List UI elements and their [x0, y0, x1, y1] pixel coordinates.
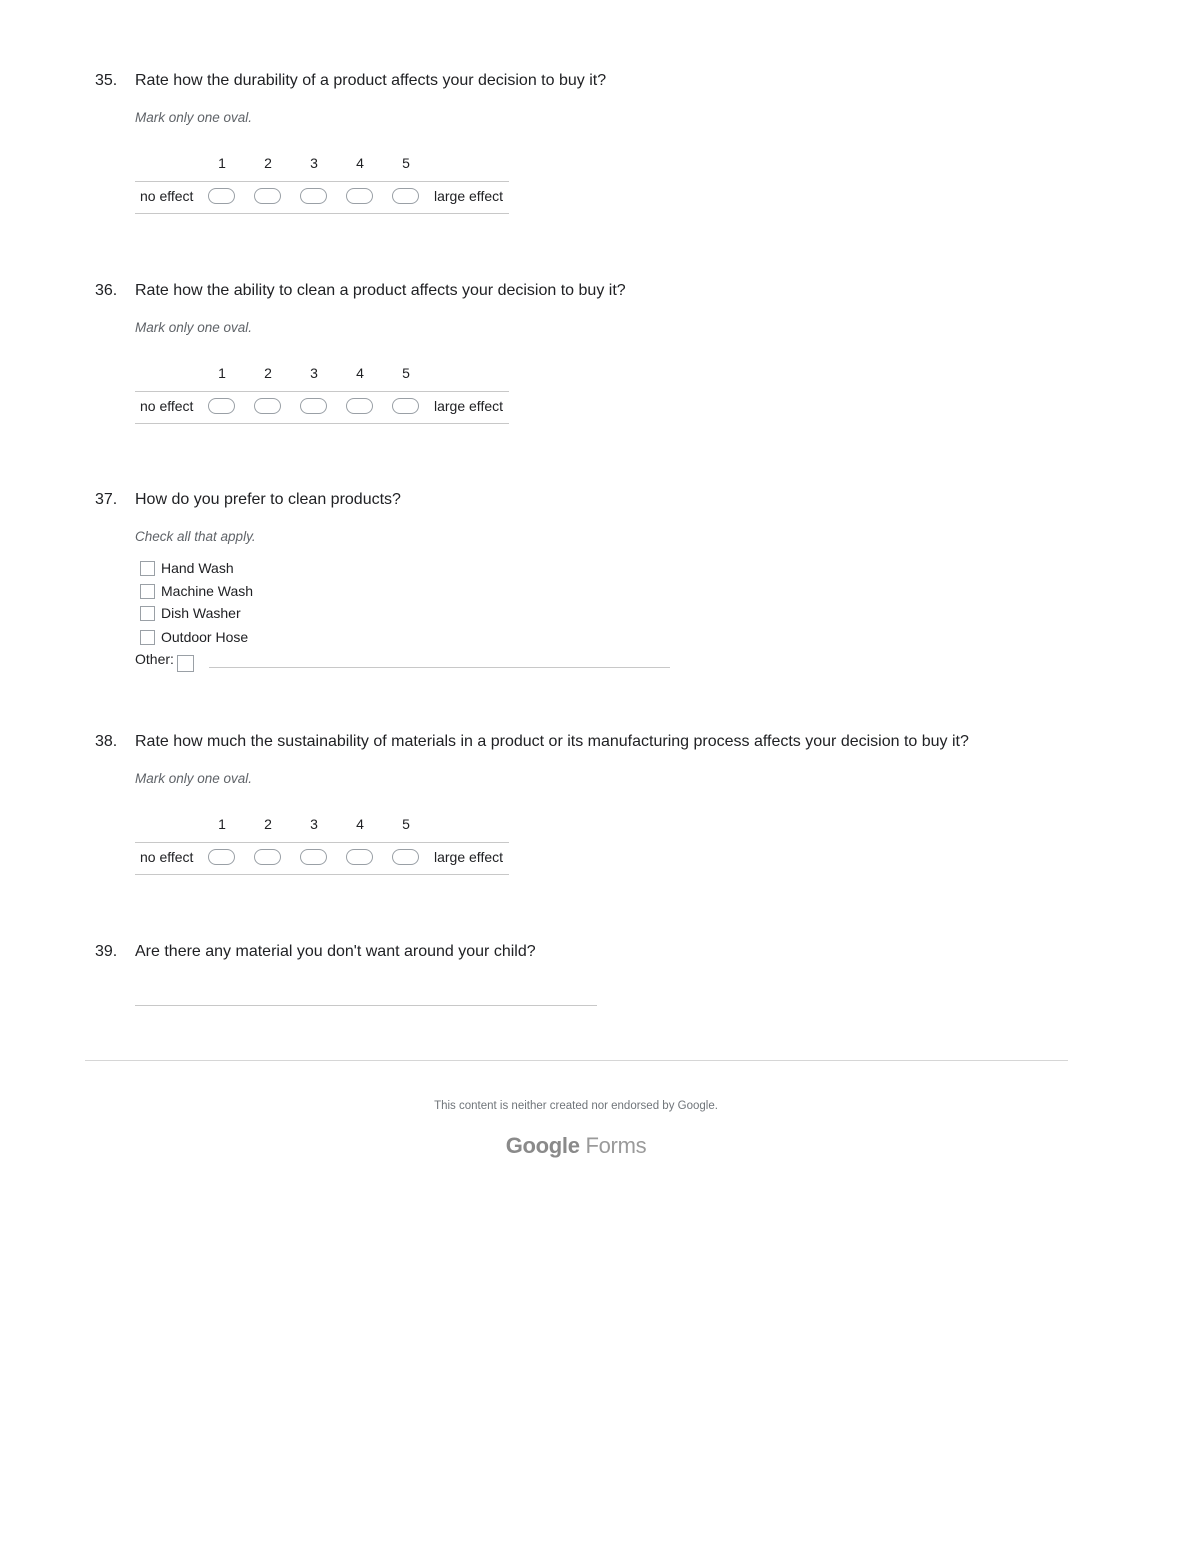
scale-number-5: 5: [402, 816, 410, 832]
scale-oval-2[interactable]: [254, 849, 281, 865]
checkbox-label: Outdoor Hose: [161, 629, 249, 645]
question-title: Are there any material you don't want around your child?: [135, 943, 536, 960]
scale-number-5: 5: [402, 155, 410, 171]
scale-bottom-divider: [135, 423, 509, 424]
logo-google-text: Google: [505, 1133, 580, 1158]
scale-low-label: no effect: [140, 849, 194, 865]
scale-number-4: 4: [356, 816, 364, 832]
question-header: [95, 732, 969, 752]
question-number: 36.: [95, 282, 118, 299]
question-title: Rate how much the sustainability of materials in a product or its manufacturing process affects your decision to buy it?: [135, 733, 969, 750]
question-number: 37.: [95, 491, 118, 508]
scale-high-label: large effect: [434, 849, 504, 865]
scale-oval-5[interactable]: [392, 398, 419, 414]
scale-bottom-divider: [135, 874, 509, 875]
scale-number-1: 1: [218, 365, 226, 381]
scale-number-3: 3: [310, 816, 318, 832]
checkbox-icon[interactable]: [140, 606, 155, 621]
scale-oval-3[interactable]: [300, 398, 327, 414]
scale-low-label: no effect: [140, 398, 194, 414]
linear-scale: [135, 364, 509, 444]
google-forms-logo: [0, 1133, 1152, 1159]
scale-number-1: 1: [218, 155, 226, 171]
scale-oval-5[interactable]: [392, 188, 419, 204]
scale-number-2: 2: [264, 365, 272, 381]
scale-bottom-divider: [135, 213, 509, 214]
footer-disclaimer: This content is neither created nor endorsed by Google.: [434, 1100, 718, 1112]
scale-oval-1[interactable]: [208, 188, 235, 204]
scale-number-2: 2: [264, 155, 272, 171]
scale-number-4: 4: [356, 365, 364, 381]
scale-high-label: large effect: [434, 188, 504, 204]
linear-scale: [135, 815, 509, 895]
checkbox-label: Machine Wash: [161, 583, 254, 599]
checkbox-icon[interactable]: [140, 584, 155, 599]
question-hint: Mark only one oval.: [135, 110, 253, 125]
other-option-checkbox[interactable]: [177, 655, 194, 672]
scale-oval-4[interactable]: [346, 188, 373, 204]
scale-row: [135, 181, 509, 213]
scale-oval-2[interactable]: [254, 398, 281, 414]
scale-row: [135, 842, 509, 874]
question-title: How do you prefer to clean products?: [135, 491, 401, 508]
question-header: [95, 281, 626, 301]
question-title: Rate how the durability of a product affects your decision to buy it?: [135, 72, 607, 89]
scale-row: [135, 391, 509, 423]
scale-number-1: 1: [218, 816, 226, 832]
scale-number-3: 3: [310, 365, 318, 381]
checkbox-icon[interactable]: [140, 561, 155, 576]
logo-forms-text: Forms: [585, 1133, 647, 1158]
scale-oval-5[interactable]: [392, 849, 419, 865]
question-header: [95, 71, 606, 91]
question-number: 38.: [95, 733, 118, 750]
scale-high-label: large effect: [434, 398, 504, 414]
question-hint: Mark only one oval.: [135, 771, 253, 786]
question-header: [95, 490, 401, 510]
scale-oval-1[interactable]: [208, 849, 235, 865]
scale-oval-2[interactable]: [254, 188, 281, 204]
question-number: 39.: [95, 943, 118, 960]
checkbox-label: Hand Wash: [161, 560, 234, 576]
checkbox-option-dish-washer[interactable]: [140, 603, 241, 623]
checkbox-icon[interactable]: [140, 630, 155, 645]
scale-oval-4[interactable]: [346, 849, 373, 865]
scale-low-label: no effect: [140, 188, 194, 204]
other-option-label: Other:: [135, 651, 174, 667]
other-option-input-line[interactable]: [209, 667, 670, 668]
checkbox-label: Dish Washer: [161, 605, 241, 621]
scale-oval-4[interactable]: [346, 398, 373, 414]
checkbox-option-outdoor-hose[interactable]: [140, 627, 248, 647]
scale-oval-3[interactable]: [300, 849, 327, 865]
scale-oval-3[interactable]: [300, 188, 327, 204]
question-header: [95, 942, 536, 962]
scale-number-4: 4: [356, 155, 364, 171]
checkbox-option-hand-wash[interactable]: [140, 558, 234, 578]
scale-number-3: 3: [310, 155, 318, 171]
question-title: Rate how the ability to clean a product affects your decision to buy it?: [135, 282, 626, 299]
scale-oval-1[interactable]: [208, 398, 235, 414]
short-answer-input-line[interactable]: [135, 1005, 597, 1006]
linear-scale: [135, 154, 509, 234]
footer-divider: [85, 1060, 1068, 1061]
scale-number-5: 5: [402, 365, 410, 381]
question-hint: Mark only one oval.: [135, 320, 253, 335]
checkbox-option-machine-wash[interactable]: [140, 581, 253, 601]
question-hint: Check all that apply.: [135, 529, 256, 544]
scale-number-2: 2: [264, 816, 272, 832]
question-number: 35.: [95, 72, 118, 89]
